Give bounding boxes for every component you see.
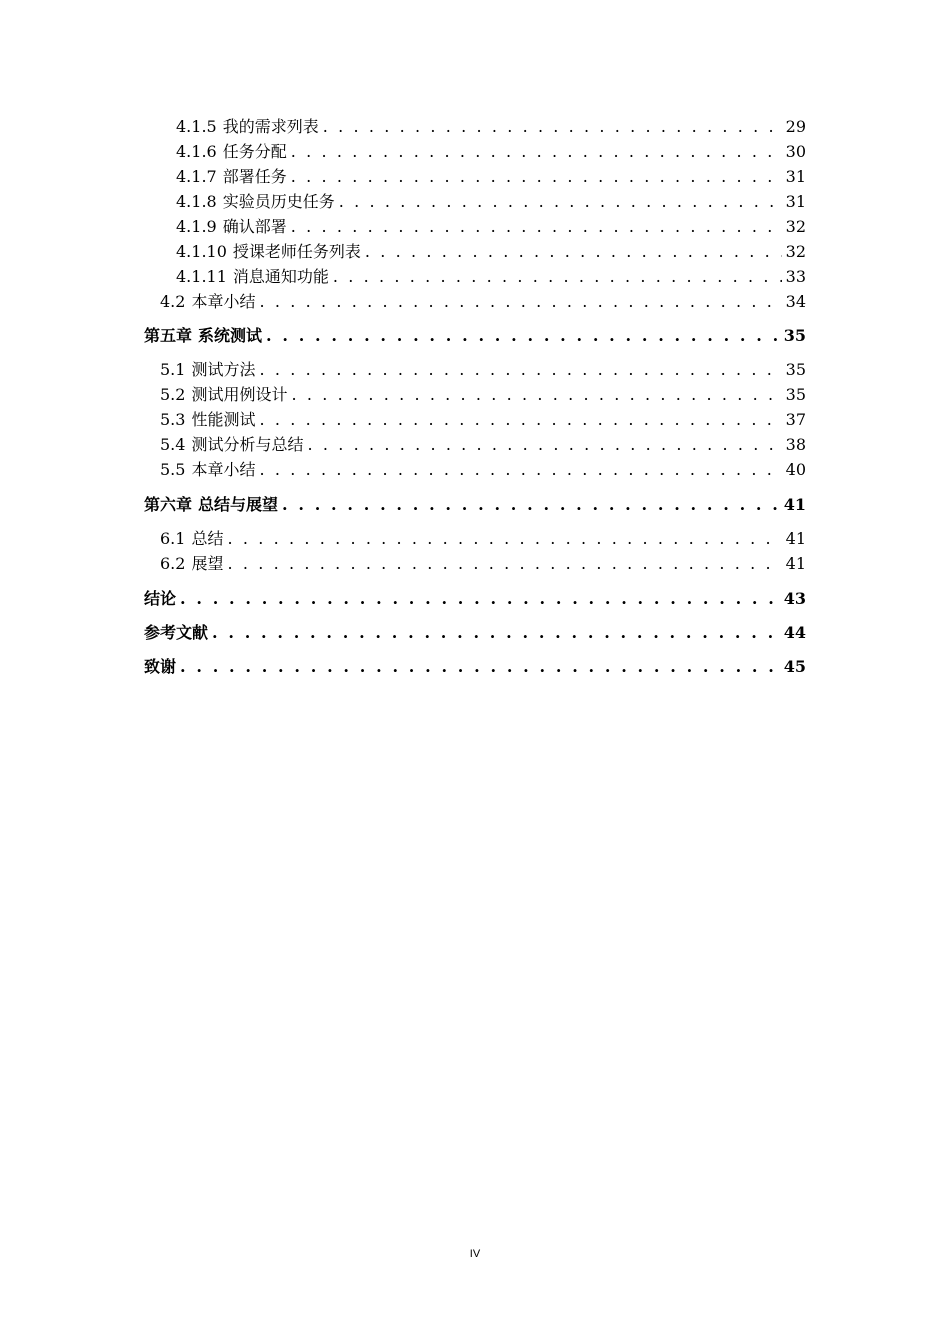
toc-dot-leader xyxy=(259,360,781,380)
toc-entry-title: 总结与展望 xyxy=(198,495,279,514)
toc-dot-leader xyxy=(227,529,781,549)
toc-entry[interactable] xyxy=(160,554,806,574)
toc-entry[interactable] xyxy=(176,267,806,287)
toc-entry-number: 4.1.11 xyxy=(176,267,227,286)
toc-entry-number: 4.1.6 xyxy=(176,142,217,161)
toc-entry[interactable] xyxy=(160,435,806,455)
toc-dot-leader xyxy=(291,217,782,237)
toc-entry-number: 4.2 xyxy=(160,292,186,311)
toc-entry-title: 实验员历史任务 xyxy=(222,192,335,211)
toc-entry-number: 第五章 xyxy=(144,326,193,345)
toc-entry-title: 部署任务 xyxy=(222,167,287,186)
toc-entry-number: 4.1.10 xyxy=(176,242,227,261)
toc-dot-leader xyxy=(282,495,780,515)
toc-chapter-entry[interactable] xyxy=(144,623,806,643)
toc-entry[interactable] xyxy=(176,167,806,187)
toc-entry-number: 5.5 xyxy=(160,460,186,479)
toc-entry-number: 4.1.9 xyxy=(176,217,217,236)
toc-dot-leader xyxy=(323,117,782,137)
toc-dot-leader xyxy=(307,435,781,455)
toc-entry-page: 29 xyxy=(785,117,806,136)
toc-entry-page: 31 xyxy=(785,192,806,211)
toc-entry[interactable] xyxy=(160,460,806,480)
toc-entry-page: 35 xyxy=(785,360,806,379)
toc-entry-page: 31 xyxy=(785,167,806,186)
toc-entry[interactable] xyxy=(176,117,806,137)
toc-entry-title: 本章小结 xyxy=(191,292,256,311)
toc-chapter-entry[interactable] xyxy=(144,495,806,515)
toc-entry-title: 致谢 xyxy=(144,657,177,676)
toc-entry-page: 34 xyxy=(785,292,806,311)
toc-entry-title: 系统测试 xyxy=(198,326,263,345)
toc-dot-leader xyxy=(259,460,781,480)
toc-entry[interactable] xyxy=(160,292,806,312)
toc-dot-leader xyxy=(180,657,780,677)
toc-entry-page: 43 xyxy=(783,589,806,608)
toc-dot-leader xyxy=(339,192,782,212)
toc-dot-leader xyxy=(291,142,782,162)
toc-entry[interactable] xyxy=(160,360,806,380)
toc-entry-number: 4.1.8 xyxy=(176,192,217,211)
toc-entry-page: 35 xyxy=(783,326,806,345)
toc-entry[interactable] xyxy=(176,192,806,212)
toc-entry-title: 本章小结 xyxy=(191,460,256,479)
toc-entry-title: 确认部署 xyxy=(222,217,287,236)
toc-entry-page: 41 xyxy=(785,554,806,573)
toc-dot-leader xyxy=(259,410,781,430)
toc-entry-title: 展望 xyxy=(191,554,224,573)
toc-entry-title: 性能测试 xyxy=(191,410,256,429)
toc-dot-leader xyxy=(259,292,781,312)
toc-entry-page: 30 xyxy=(785,142,806,161)
toc-dot-leader xyxy=(227,554,781,574)
toc-entry-title: 测试分析与总结 xyxy=(191,435,304,454)
toc-entry-number: 5.1 xyxy=(160,360,186,379)
toc-dot-leader xyxy=(180,589,780,609)
toc-entry-title: 授课老师任务列表 xyxy=(232,242,361,261)
toc-entry-page: 40 xyxy=(785,460,806,479)
toc-entry[interactable] xyxy=(160,385,806,405)
toc-dot-leader xyxy=(365,242,782,262)
toc-entry-page: 33 xyxy=(785,267,806,286)
toc-entry-number: 第六章 xyxy=(144,495,193,514)
toc-entry-title: 我的需求列表 xyxy=(222,117,319,136)
toc-entry-page: 37 xyxy=(785,410,806,429)
toc-dot-leader xyxy=(291,167,782,187)
toc-entry-page: 41 xyxy=(783,495,806,514)
toc-entry[interactable] xyxy=(160,529,806,549)
toc-chapter-entry[interactable] xyxy=(144,326,806,346)
toc-dot-leader xyxy=(333,267,782,287)
toc-entry-title: 测试用例设计 xyxy=(191,385,288,404)
toc-dot-leader xyxy=(291,385,781,405)
toc-chapter-entry[interactable] xyxy=(144,657,806,677)
toc-entry-number: 5.4 xyxy=(160,435,186,454)
toc-entry-page: 38 xyxy=(785,435,806,454)
toc-entry-title: 总结 xyxy=(191,529,224,548)
toc-entry-title: 测试方法 xyxy=(191,360,256,379)
toc-entry-page: 32 xyxy=(785,242,806,261)
toc-entry[interactable] xyxy=(176,217,806,237)
toc-entry-number: 4.1.7 xyxy=(176,167,217,186)
toc-entry-title: 消息通知功能 xyxy=(232,267,329,286)
toc-entry-number: 6.2 xyxy=(160,554,186,573)
toc-entry-page: 35 xyxy=(785,385,806,404)
toc-entry-title: 参考文献 xyxy=(144,623,209,642)
toc-entry-title: 任务分配 xyxy=(222,142,287,161)
toc-entry[interactable] xyxy=(160,410,806,430)
toc-entry-number: 4.1.5 xyxy=(176,117,217,136)
toc-entry-page: 45 xyxy=(783,657,806,676)
toc-entry[interactable] xyxy=(176,242,806,262)
toc-entry-page: 41 xyxy=(785,529,806,548)
toc-entry[interactable] xyxy=(176,142,806,162)
toc-entry-number: 6.1 xyxy=(160,529,186,548)
toc-entry-page: 44 xyxy=(783,623,806,642)
toc-dot-leader xyxy=(266,326,780,346)
toc-dot-leader xyxy=(212,623,780,643)
toc-entry-page: 32 xyxy=(785,217,806,236)
toc-entry-number: 5.2 xyxy=(160,385,186,404)
toc-entry-number: 5.3 xyxy=(160,410,186,429)
page-number: IV xyxy=(469,1248,481,1260)
toc-entry-title: 结论 xyxy=(144,589,177,608)
toc-chapter-entry[interactable] xyxy=(144,589,806,609)
